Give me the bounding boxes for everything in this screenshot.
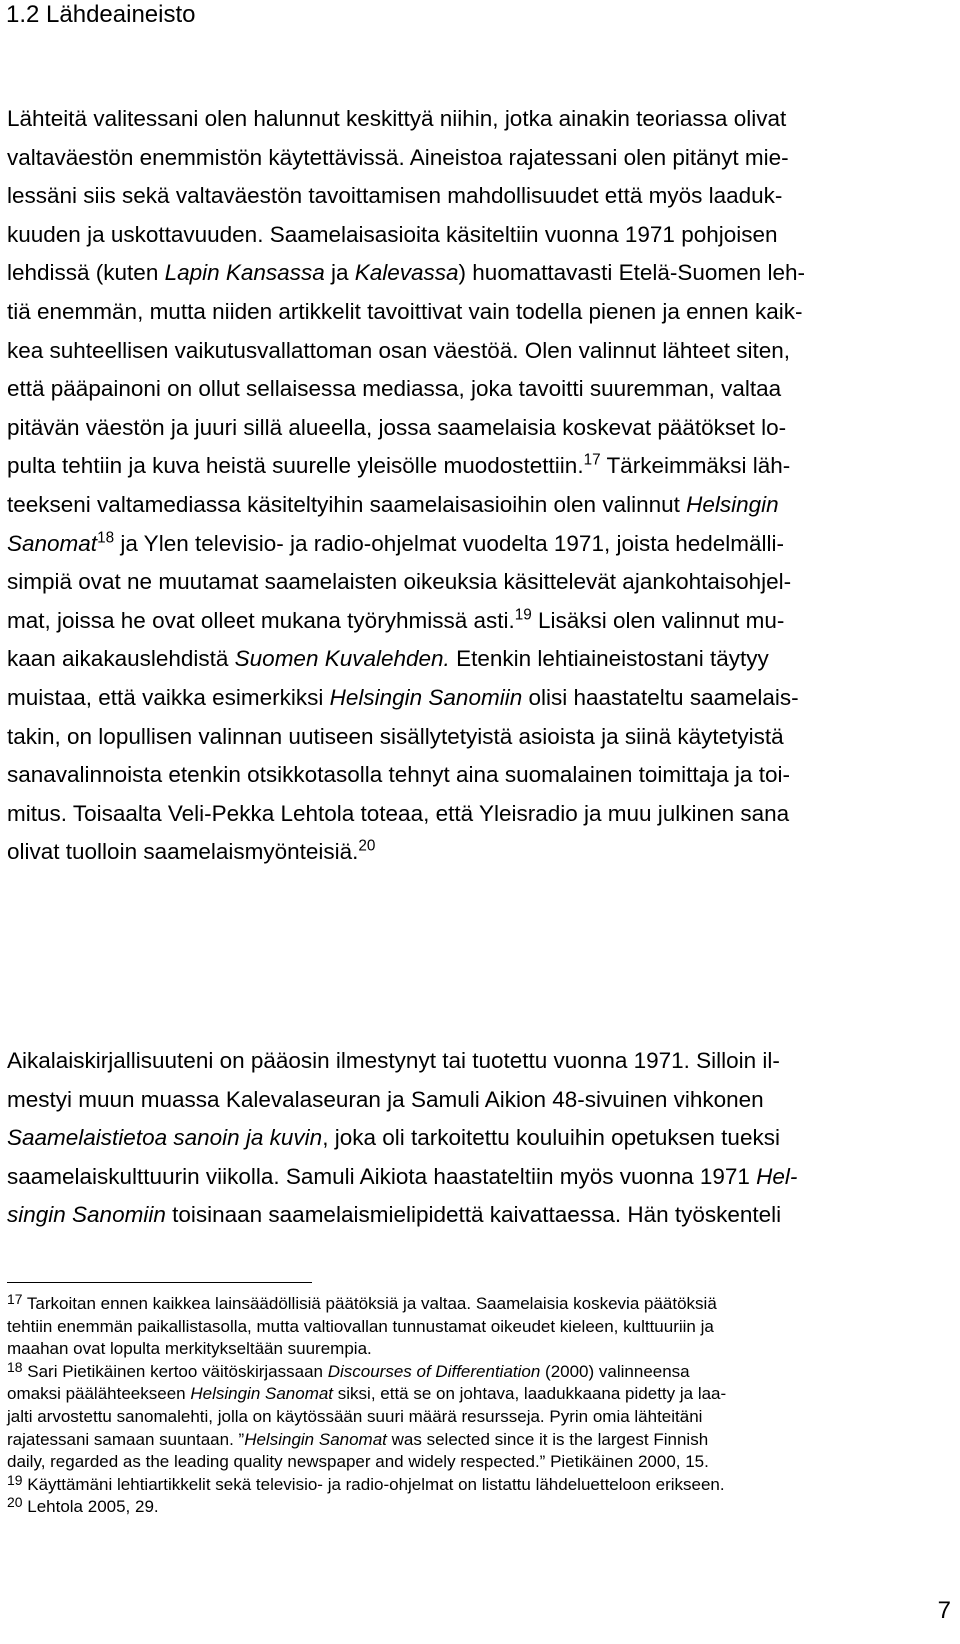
footnote-ref: 18 <box>97 529 115 547</box>
text-line <box>7 1317 714 1336</box>
text-run: Lähteitä valitessani olen halunnut keskittyä niihin, jotka ainakin teoriassa olivat <box>7 106 787 131</box>
text-line <box>7 685 799 710</box>
text-run: Aikalaiskirjallisuuteni on pääosin ilmestynyt tai tuotettu vuonna 1971. Silloin il- <box>7 1048 780 1073</box>
text-run: simpiä ovat ne muutamat saamelaisten oikeuksia käsittelevät ajankohtaisohjel- <box>7 569 792 595</box>
text-run: mitus. Toisaalta Veli-Pekka Lehtola toteaa, että Yleisradio ja muu julkinen sana <box>7 800 790 826</box>
text-run: lehdissä (kuten <box>7 260 165 286</box>
text-line <box>7 1291 717 1313</box>
footnote-separator <box>7 1282 312 1283</box>
text-run: ja Ylen televisio- ja radio-ohjelmat vuodelta 1971, joista hedelmälli- <box>114 530 785 556</box>
page-number: 7 <box>937 1597 951 1624</box>
text-line <box>7 1048 780 1073</box>
italic-title: Suomen Kuvalehden. <box>234 646 450 672</box>
text-line <box>7 724 784 749</box>
text-line <box>7 183 782 208</box>
text-line <box>7 1125 780 1150</box>
italic-title: Kalevassa <box>354 260 459 286</box>
text-line <box>7 1384 726 1403</box>
text-run: tiä enemmän, mutta niiden artikkelit tavoittivat vain todella pienen ja ennen kaik- <box>7 298 803 324</box>
text-run: kea suhteellisen vaikutusvallattoman osan väestöä. Olen valinnut lähteet siten, <box>7 337 790 363</box>
text-run: lessäni siis sekä valtaväestön tavoittamisen mahdollisuudet että myös laaduk- <box>7 183 783 209</box>
text-line <box>7 453 790 478</box>
text-line <box>7 839 375 864</box>
text-line <box>7 338 790 363</box>
text-run: (2000) valinneensa <box>540 1361 690 1381</box>
text-run: Sari Pietikäinen kertoo väitöskirjassaan <box>22 1361 328 1381</box>
footnote-ref: 18 <box>7 1358 23 1375</box>
text-run: mat, joissa he ovat olleet mukana työryhmissä asti. <box>7 607 515 633</box>
italic-title: Hel- <box>756 1163 798 1189</box>
italic-title: Sanomat <box>7 530 98 556</box>
footnote-19 <box>7 1471 913 1497</box>
text-run: Lehtola 2005, 29. <box>22 1497 159 1517</box>
footnote-18 <box>7 1358 913 1474</box>
footnote-ref: 19 <box>7 1471 23 1488</box>
text-run: toisinaan saamelaismielipidettä kaivattaessa. Hän työskenteli <box>165 1202 782 1228</box>
text-line <box>7 1407 702 1426</box>
text-run: rajatessani samaan suuntaan. ” <box>7 1429 245 1449</box>
text-run: , joka oli tarkoitettu kouluihin opetuksen tueksi <box>322 1125 780 1151</box>
section-heading: 1.2 Lähdeaineisto <box>6 1 196 28</box>
text-run: että pääpainoni on ollut sellaisessa mediassa, joka tavoitti suuremman, valtaa <box>7 376 782 402</box>
text-line <box>7 1452 709 1471</box>
footnotes <box>7 1293 913 1519</box>
text-run: Tarkoitan ennen kaikkea lainsäädöllisiä päätöksiä ja valtaa. Saamelaisia koskevia päätöksiä <box>22 1294 717 1313</box>
text-line <box>7 145 789 170</box>
text-run: omaksi päälähteekseen <box>7 1384 191 1404</box>
italic-title: Discourses of Differentiation <box>327 1361 541 1381</box>
text-run: ) huomattavasti Etelä-Suomen leh- <box>458 260 805 286</box>
text-run: was selected since it is the largest Finnish <box>386 1429 709 1449</box>
italic-title: singin Sanomiin <box>7 1202 166 1228</box>
italic-title: Helsingin Sanomat <box>190 1384 334 1404</box>
text-run: valtaväestön enemmistön käytettävissä. Aineistoa rajatessani olen pitänyt mie- <box>7 144 789 170</box>
text-line <box>7 1164 797 1189</box>
italic-title: Saamelaistietoa sanoin ja kuvin <box>7 1125 323 1151</box>
italic-title: Helsingin Sanomat <box>244 1429 387 1449</box>
text-line <box>7 260 805 285</box>
text-run: kuuden ja uskottavuuden. Saamelaisasioita käsiteltiin vuonna 1971 pohjoisen <box>7 221 778 247</box>
text-line <box>7 569 791 594</box>
text-run: maahan ovat lopulta merkitykseltään suurempia. <box>7 1339 372 1359</box>
italic-title: Lapin Kansassa <box>164 260 325 286</box>
text-run: pulta tehtiin ja kuva heistä suurelle yleisölle muodostettiin. <box>7 453 584 479</box>
text-line <box>7 762 790 787</box>
text-run: olisi haastateltu saamelais- <box>522 684 799 710</box>
text-line <box>7 1430 708 1449</box>
text-run: Etenkin lehtiaineistostani täytyy <box>449 646 769 672</box>
body-paragraph-2 <box>7 1042 913 1235</box>
body-paragraph-1 <box>7 100 913 872</box>
text-line <box>7 801 789 826</box>
text-run: mestyi muun muassa Kalevalaseuran ja Samuli Aikion 48-sivuinen vihkonen <box>7 1086 764 1112</box>
text-line <box>7 1471 725 1494</box>
text-run: muistaa, että vaikka esimerkiksi <box>7 684 330 710</box>
text-run: sanavalinnoista etenkin otsikkotasolla tehnyt aina suomalainen toimittaja ja toi- <box>7 762 790 788</box>
footnote-17 <box>7 1293 913 1361</box>
footnote-ref: 17 <box>583 451 601 469</box>
text-run: Lisäksi olen valinnut mu- <box>531 607 785 633</box>
text-line <box>7 106 786 131</box>
text-line <box>7 1339 372 1358</box>
text-line <box>7 1358 690 1381</box>
text-run: Käyttämäni lehtiartikkelit sekä televisio- ja radio-ohjelmat on listattu lähdeluetteloon erikseen. <box>22 1474 725 1494</box>
text-line <box>7 1087 764 1112</box>
text-line <box>7 646 769 671</box>
text-run: pitävän väestön ja juuri sillä alueella, jossa saamelaisia koskevat päätökset lo- <box>7 414 787 440</box>
text-line <box>7 531 784 556</box>
italic-title: Helsingin <box>686 491 779 517</box>
text-line <box>7 376 781 401</box>
text-run: Tärkeimmäksi läh- <box>600 453 791 479</box>
text-line <box>7 415 786 440</box>
text-run: siksi, että se on johtava, laadukkaana pidetty ja laa- <box>333 1384 727 1404</box>
italic-title: Helsingin Sanomiin <box>329 684 523 710</box>
text-run: olivat tuolloin saamelaismyönteisiä. <box>7 839 359 865</box>
text-run: daily, regarded as the leading quality newspaper and widely respected.” Pietikäinen 2000, 15. <box>7 1452 709 1472</box>
footnote-ref: 20 <box>7 1494 23 1511</box>
text-line <box>7 222 778 247</box>
text-line <box>7 299 802 324</box>
text-run: takin, on lopullisen valinnan uutiseen sisällytetyistä asioista ja siinä käytetyistä <box>7 723 784 749</box>
footnote-ref: 20 <box>358 837 376 855</box>
text-run: teekseni valtamediassa käsiteltyihin saamelaisasioihin olen valinnut <box>7 491 687 517</box>
text-line <box>7 608 784 633</box>
footnote-20 <box>7 1496 913 1519</box>
text-run: jalti arvostettu sanomalehti, jolla on käytössään suuri määrä resursseja. Pyrin omia lähteitäni <box>7 1406 703 1426</box>
text-line <box>7 492 779 517</box>
text-run: saamelaiskulttuurin viikolla. Samuli Aikiota haastateltiin myös vuonna 1971 <box>7 1163 757 1189</box>
text-line <box>7 1202 781 1227</box>
text-run: kaan aikakauslehdistä <box>7 646 235 672</box>
footnote-ref: 17 <box>7 1291 23 1308</box>
text-run: tehtiin enemmän paikallistasolla, mutta valtiovallan tunnustamat oikeudet kieleen, kulttuuriin ja <box>7 1316 714 1336</box>
text-line <box>7 1494 159 1517</box>
footnote-ref: 19 <box>514 606 532 624</box>
text-run: ja <box>324 260 355 286</box>
